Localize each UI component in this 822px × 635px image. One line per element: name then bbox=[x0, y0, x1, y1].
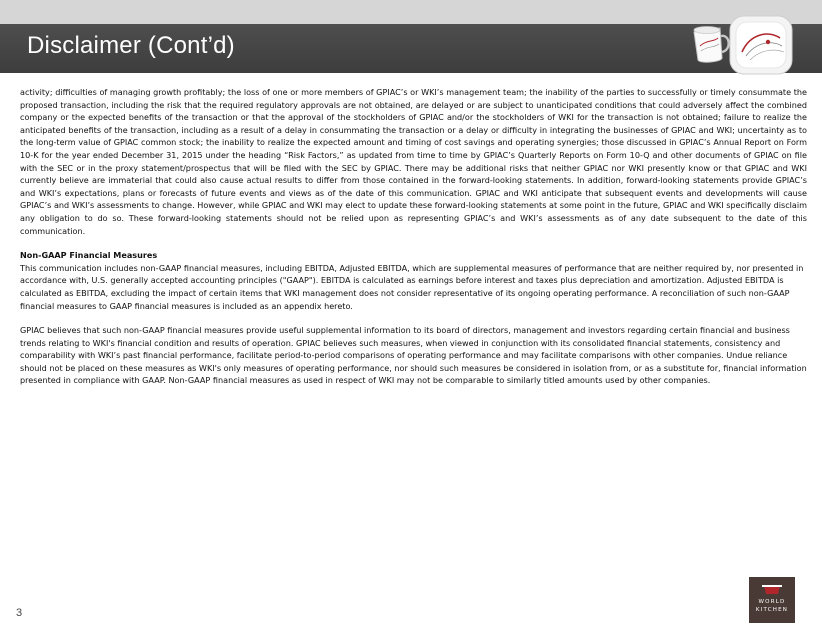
logo-text-kitchen: KITCHEN bbox=[755, 607, 789, 613]
world-kitchen-logo bbox=[749, 577, 795, 623]
forward-looking-paragraph: activity; difficulties of managing growth profitably; the loss of one or more members of GPIAC’s or WKI’s management team; the inability of the parties to successfully or timely consummate the proposed transaction, including the risk that the required regulatory approvals are not obtained, are delayed or are subject to unanticipated conditions that could adversely affect the combined company or the expected benefits of the transaction or that the approval of the stockholders of GPIAC and/or the stockholders of WKI for the transaction is not obtained; failure to realize the anticipated benefits of the transaction, including as a result of a delay in consummating the transaction or a delay or difficulty in integrating the businesses of GPIAC and WKI; uncertainty as to the long-term value of GPIAC common stock; the inability to realize the expected amount and timing of cost savings and operating synergies; those discussed in GPIAC’s Annual Report on Form 10-K for the year ended December 31, 2015 under the heading “Risk Factors,” as updated from time to time by GPIAC’s Quarterly Reports on Form 10-Q and other documents of GPIAC on file with the SEC or in the proxy statement/prospectus that will be filed with the SEC by GPIAC. There may be additional risks that neither GPIAC nor WKI presently know or that GPIAC and WKI currently believe are immaterial that could also cause actual results to differ from those contained in the forward-looking statements. In addition, forward-looking statements provide GPIAC’s and WKI’s expectations, plans or forecasts of future events and views as of the date of this communication. GPIAC and WKI anticipate that subsequent events and developments will cause GPIAC’s and WKI’s assessments to change. However, while GPIAC and WKI may elect to update these forward-looking statements at some point in the future, GPIAC and WKI specifically disclaim any obligation to do so. These forward-looking statements should not be relied upon as representing GPIAC’s and WKI’s assessments as of any date subsequent to the date of this communication. bbox=[20, 87, 807, 236]
non-gaap-belief-paragraph: GPIAC believes that such non-GAAP financial measures provide useful supplemental information to its board of directors, management and investors regarding certain financial and business trends relating to WKI's financial condition and results of operation. GPIAC believes such measures, when viewed in conjunction with its consolidated financial statements, consistency and comparability with WKI’s past financial performance, facilitate period-to-period comparisons of operating performance and may facilitate comparisons with other companies. Undue reliance should not be placed on these measures as WKI's only measures of operating performance, nor should such measures be considered in isolation from, or as a substitute for, financial information presented in compliance with GAAP. Non-GAAP financial measures as used in respect of WKI may not be comparable to similarly titled amounts used by other companies. bbox=[20, 325, 807, 386]
page-number: 3 bbox=[16, 607, 23, 619]
mug-icon bbox=[694, 27, 729, 63]
slide-header bbox=[0, 0, 822, 73]
disclaimer-body bbox=[20, 86, 807, 399]
section-subheading: Non-GAAP Financial Measures bbox=[20, 250, 158, 261]
page-title: Disclaimer (Cont’d) bbox=[27, 32, 235, 59]
bowl-icon bbox=[749, 579, 795, 599]
plate-icon bbox=[730, 16, 792, 74]
dinnerware-image bbox=[690, 12, 800, 78]
logo-text-world: WORLD bbox=[758, 599, 786, 605]
non-gaap-paragraph: This communication includes non-GAAP financial measures, including EBITDA, Adjusted EBITDA, which are supplemental measures of performance that are neither required by, nor presented in accordance with, U.S. generally accepted accounting principles ("GAAP"). EBITDA is calculated as earnings before interest and taxes plus depreciation and amortization. Adjusted EBITDA is calculated as EBITDA, excluding the impact of certain items that WKI management does not consider representative of its ongoing operating performance. A reconciliation of such non-GAAP financial measures to GAAP financial measures is included as an appendix hereto. bbox=[20, 262, 804, 311]
